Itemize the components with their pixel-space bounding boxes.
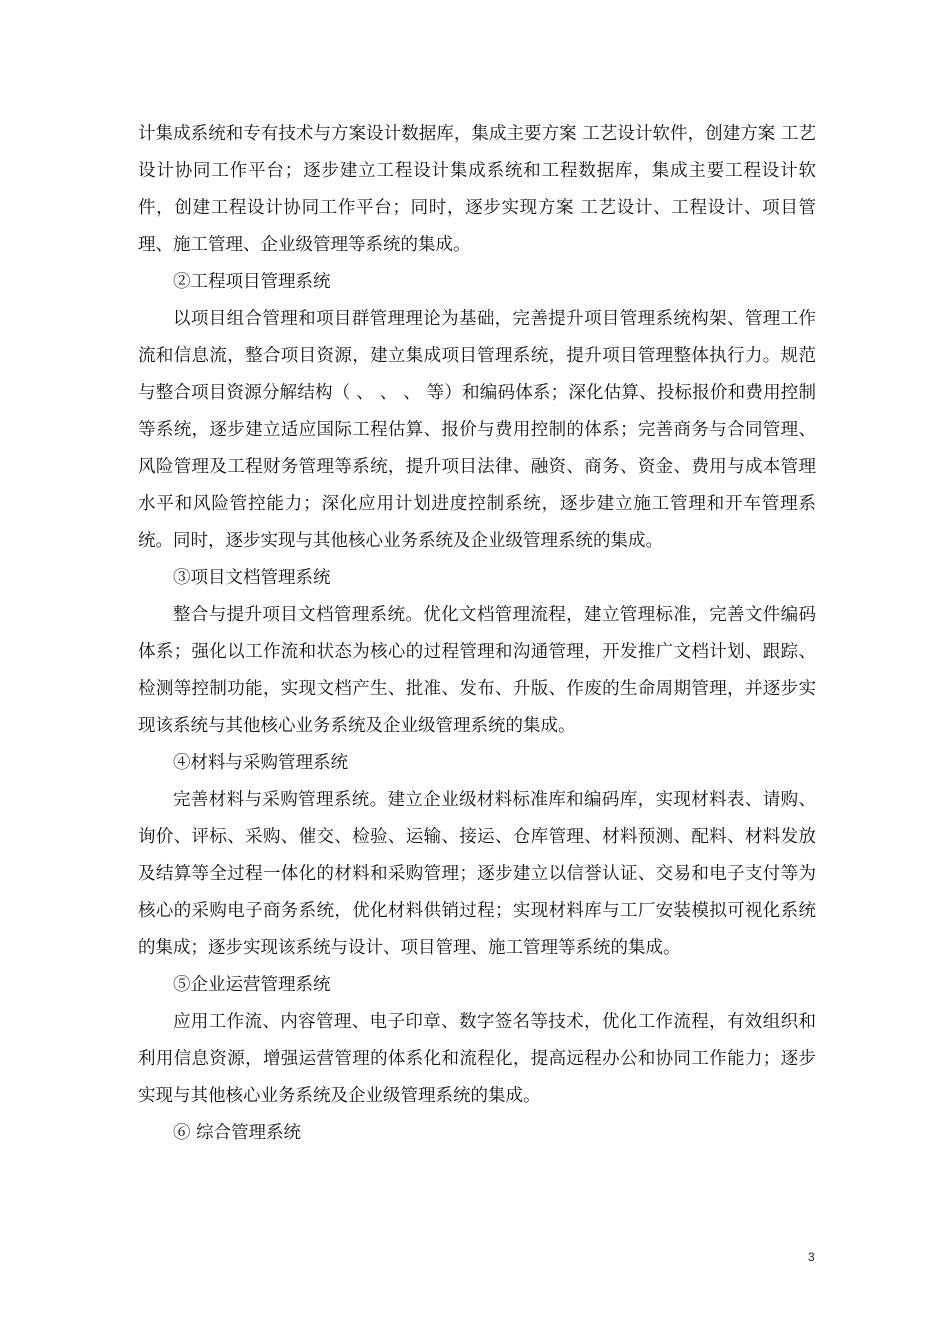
section-body-procurement-management: 完善材料与采购管理系统。建立企业级材料标准库和编码库，实现材料表、请购、询价、评标、采购、催交、检验、运输、接运、仓库管理、材料预测、配料、材料发放及结算等全过程一体化的材料和采购管理；逐步建立以信誉认证、交易和电子支付等为核心的采购电子商务系统，优化材料供销过程；实现材料库与工厂安装模拟可视化系统的集成；逐步实现该系统与设计、项目管理、施工管理等系统的集成。: [138, 790, 816, 958]
section-heading-document-management: ③项目文档管理系统: [173, 568, 331, 588]
section-heading-project-management: ②工程项目管理系统: [173, 272, 331, 292]
document-body: [138, 116, 816, 1152]
section-body-document-management: 整合与提升项目文档管理系统。优化文档管理流程，建立管理标准，完善文件编码体系；强化以工作流和状态为核心的过程管理和沟通管理，开发推广文档计划、跟踪、检测等控制功能，实现文档产生、批准、发布、升版、作废的生命周期管理，并逐步实现该系统与其他核心业务系统及企业级管理系统的集成。: [138, 605, 816, 736]
continuation-paragraph: 计集成系统和专有技术与方案设计数据库，集成主要方案 工艺设计软件，创建方案 工艺设计协同工作平台；逐步建立工程设计集成系统和工程数据库，集成主要工程设计软件，创建工程设计协同工作平台；同时，逐步实现方案 工艺设计、工程设计、项目管理、施工管理、企业级管理等系统的集成。: [138, 124, 816, 255]
section-heading-procurement-management: ④材料与采购管理系统: [173, 753, 348, 773]
section-body-project-management: 以项目组合管理和项目群管理理论为基础，完善提升项目管理系统构架、管理工作流和信息流，整合项目资源，建立集成项目管理系统，提升项目管理整体执行力。规范与整合项目资源分解结构（ 、 、 、 等）和编码体系；深化估算、投标报价和费用控制等系统，逐步建立适应国际工程估算、报价与费用控制的体系；完善商务与合同管理、风险管理及工程财务管理等系统，提升项目法律、融资、商务、资金、费用与成本管理水平和风险管控能力；深化应用计划进度控制系统，逐步建立施工管理和开车管理系统。同时，逐步实现与其他核心业务系统及企业级管理系统的集成。: [138, 309, 816, 551]
section-body-operations-management: 应用工作流、内容管理、电子印章、数字签名等技术，优化工作流程，有效组织和利用信息资源，增强运营管理的体系化和流程化，提高远程办公和协同工作能力；逐步实现与其他核心业务系统及企业级管理系统的集成。: [138, 1012, 816, 1106]
page-number: 3: [808, 1250, 815, 1264]
section-heading-general-management: ⑥ 综合管理系统: [173, 1123, 302, 1143]
section-heading-operations-management: ⑤企业运营管理系统: [173, 975, 331, 995]
